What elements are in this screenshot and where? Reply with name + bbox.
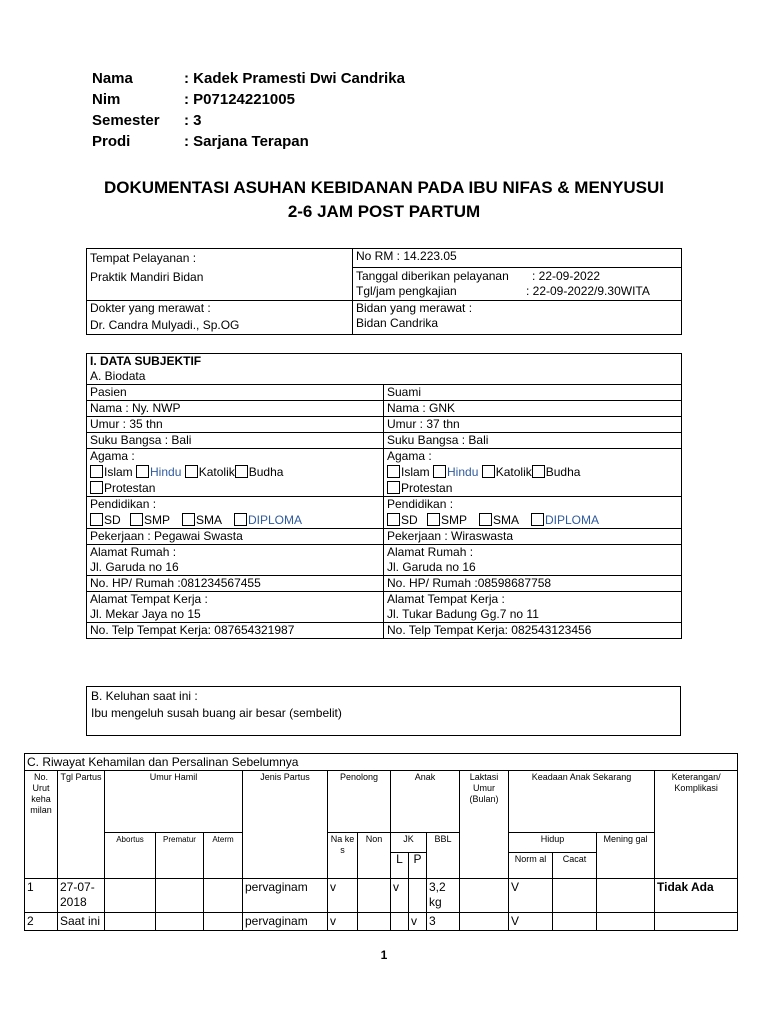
col-laktasi: Laktasi Umur (Bulan) (460, 771, 509, 879)
pend-smp-label: SMP (144, 513, 171, 527)
col-meninggal: Mening gal (597, 833, 655, 879)
row-l (391, 913, 409, 931)
pasien-kerja: Jl. Mekar Jaya no 15 (90, 607, 201, 621)
pend-sma-checkbox[interactable] (182, 513, 195, 526)
kerja-label: Alamat Tempat Kerja : (387, 592, 505, 606)
dokter-label: Dokter yang merawat : (90, 301, 211, 315)
pasien-umur: Umur : 35 thn (87, 417, 384, 433)
col-non: Non (358, 833, 391, 879)
doc-title-line1: DOKUMENTASI ASUHAN KEBIDANAN PADA IBU NIFAS & MENYUSUI (103, 178, 665, 197)
suami-alamat: Jl. Garuda no 16 (387, 560, 476, 574)
col-aterm: Aterm (204, 833, 243, 879)
pend-diploma-label: DIPLOMA (248, 513, 303, 527)
nim-label: Nim (92, 91, 121, 108)
agama-protestan-label: Protestan (104, 481, 156, 495)
keluhan-box (86, 686, 681, 736)
col-nakes: Na ke s (328, 833, 358, 879)
agama-label: Agama : (387, 449, 432, 463)
agama-protestan-label: Protestan (401, 481, 453, 495)
service-table (86, 248, 682, 335)
keluhan-label: B. Keluhan saat ini : (91, 689, 198, 703)
col-umur-hamil: Umur Hamil (105, 771, 243, 833)
col-jenis-partus: Jenis Partus (243, 771, 328, 879)
pasien-nama: Nama : Ny. NWP (87, 401, 384, 417)
doc-title-line2: 2-6 JAM POST PARTUM (287, 202, 481, 221)
row-non (358, 913, 391, 931)
suami-suku: Suku Bangsa : Bali (384, 433, 682, 449)
nama-label: Nama (92, 70, 133, 87)
row-ket: Tidak Ada (655, 879, 738, 913)
col-penolong: Penolong (328, 771, 391, 833)
col-tgl: Tgl Partus (58, 771, 105, 879)
suami-heading: Suami (384, 385, 682, 401)
pasien-alamat: Jl. Garuda no 16 (90, 560, 179, 574)
col-prematur: Prematur (156, 833, 204, 879)
pend-diploma-label: DIPLOMA (545, 513, 600, 527)
pend-diploma-checkbox[interactable] (234, 513, 247, 526)
row-aterm (204, 913, 243, 931)
col-hidup: Hidup (509, 833, 597, 853)
row-p: v (409, 913, 427, 931)
keluhan-value: Ibu mengeluh susah buang air besar (sembelit) (91, 706, 342, 720)
agama-katolik-label: Katolik (198, 465, 235, 479)
col-normal: Norm al (509, 853, 553, 879)
row-tgl: Saat ini (58, 913, 105, 931)
pasien-pekerjaan: Pekerjaan : Pegawai Swasta (87, 529, 384, 545)
pend-diploma-checkbox[interactable] (531, 513, 544, 526)
pend-sma-label: SMA (493, 513, 520, 527)
biodata-heading: A. Biodata (90, 369, 146, 383)
agama-hindu-checkbox[interactable] (136, 465, 149, 478)
col-keadaan: Keadaan Anak Sekarang (509, 771, 655, 833)
suami-hp: No. HP/ Rumah :08598687758 (384, 576, 682, 592)
agama-budha-checkbox[interactable] (235, 465, 248, 478)
pendidikan-label: Pendidikan : (387, 497, 454, 511)
kerja-label: Alamat Tempat Kerja : (90, 592, 208, 606)
pasien-alamat-cell (87, 545, 384, 576)
agama-budha-checkbox[interactable] (532, 465, 545, 478)
prodi-label: Prodi (92, 133, 131, 150)
table-row (25, 879, 738, 913)
pasien-suku: Suku Bangsa : Bali (87, 433, 384, 449)
row-laktasi (460, 879, 509, 913)
tempat-label: Tempat Pelayanan : (90, 251, 197, 265)
norm-value: No RM : 14.223.05 (356, 249, 457, 263)
agama-katolik-checkbox[interactable] (185, 465, 198, 478)
col-l: L (391, 853, 409, 879)
agama-islam-checkbox[interactable] (387, 465, 400, 478)
col-bbl: BBL (427, 833, 460, 879)
row-l: v (391, 879, 409, 913)
suami-kerja-cell (384, 592, 682, 623)
tanggal-value: : 22-09-2022 (532, 269, 601, 283)
row-no: 1 (25, 879, 58, 913)
row-no: 2 (25, 913, 58, 931)
pend-smp-label: SMP (441, 513, 468, 527)
col-cacat: Cacat (553, 853, 597, 879)
row-cacat (553, 879, 597, 913)
bidan-label: Bidan yang merawat : (356, 301, 473, 315)
agama-islam-label: Islam (401, 465, 430, 479)
agama-islam-label: Islam (104, 465, 133, 479)
row-bbl: 3,2 kg (427, 879, 460, 913)
row-p (409, 879, 427, 913)
row-cacat (553, 913, 597, 931)
suami-kerja: Jl. Tukar Badung Gg.7 no 11 (387, 607, 539, 621)
row-meninggal (597, 879, 655, 913)
page-number: 1 (380, 948, 388, 962)
col-p: P (409, 853, 427, 879)
pasien-hp: No. HP/ Rumah :081234567455 (87, 576, 384, 592)
dokter-value: Dr. Candra Mulyadi., Sp.OG (90, 318, 240, 332)
row-bbl: 3 (427, 913, 460, 931)
agama-budha-label: Budha (248, 465, 284, 479)
suami-alamat-cell (384, 545, 682, 576)
agama-hindu-label: Hindu (447, 465, 479, 479)
agama-katolik-checkbox[interactable] (482, 465, 495, 478)
subjektif-table (86, 353, 682, 639)
pasien-telp: No. Telp Tempat Kerja: 087654321987 (87, 623, 384, 639)
suami-telp: No. Telp Tempat Kerja: 082543123456 (384, 623, 682, 639)
row-aterm (204, 879, 243, 913)
tanggal-cell (353, 268, 682, 301)
pend-sd-label: SD (104, 513, 121, 527)
pend-sd-checkbox[interactable] (387, 513, 400, 526)
row-abortus (105, 913, 156, 931)
row-tgl: 27-07-2018 (58, 879, 105, 913)
pasien-agama-cell (87, 449, 384, 497)
subjektif-heading: I. DATA SUBJEKTIF (90, 354, 202, 368)
tgljam-label: Tgl/jam pengkajian (356, 284, 457, 298)
row-laktasi (460, 913, 509, 931)
tempat-value: Praktik Mandiri Bidan (90, 270, 204, 284)
norm-cell (353, 249, 682, 268)
col-abortus: Abortus (105, 833, 156, 879)
agama-islam-checkbox[interactable] (90, 465, 103, 478)
dokter-cell (87, 301, 353, 335)
row-normal: V (509, 879, 553, 913)
riwayat-table (24, 753, 738, 931)
tanggal-label: Tanggal diberikan pelayanan (356, 269, 509, 283)
bidan-value: Bidan Candrika (356, 316, 439, 330)
agama-budha-label: Budha (545, 465, 581, 479)
pasien-pendidikan-cell (87, 497, 384, 529)
bidan-cell (353, 301, 682, 335)
pend-smp-checkbox[interactable] (130, 513, 143, 526)
alamat-label: Alamat Rumah : (90, 545, 177, 559)
pend-sma-label: SMA (196, 513, 223, 527)
suami-pekerjaan: Pekerjaan : Wiraswasta (384, 529, 682, 545)
row-ket (655, 913, 738, 931)
agama-label: Agama : (90, 449, 135, 463)
row-meninggal (597, 913, 655, 931)
pend-smp-checkbox[interactable] (427, 513, 440, 526)
agama-protestan-checkbox[interactable] (90, 481, 103, 494)
agama-hindu-label: Hindu (150, 465, 182, 479)
row-jenis: pervaginam (243, 913, 328, 931)
tgljam-value: : 22-09-2022/9.30WITA (526, 284, 650, 298)
prodi-value: : Sarjana Terapan (184, 133, 309, 150)
pendidikan-label: Pendidikan : (90, 497, 157, 511)
row-abortus (105, 879, 156, 913)
row-nakes: v (328, 913, 358, 931)
riwayat-title: C. Riwayat Kehamilan dan Persalinan Sebelumnya (25, 754, 738, 771)
suami-nama: Nama : GNK (384, 401, 682, 417)
suami-pendidikan-cell (384, 497, 682, 529)
row-prematur (156, 913, 204, 931)
semester-value: : 3 (184, 112, 202, 129)
pend-sma-checkbox[interactable] (479, 513, 492, 526)
agama-katolik-label: Katolik (495, 465, 532, 479)
suami-agama-cell (384, 449, 682, 497)
table-row (25, 913, 738, 931)
agama-hindu-checkbox[interactable] (433, 465, 446, 478)
col-anak: Anak (391, 771, 460, 833)
suami-umur: Umur : 37 thn (384, 417, 682, 433)
row-normal: V (509, 913, 553, 931)
col-jk: JK (391, 833, 427, 853)
col-no: No. Urut keha milan (25, 771, 58, 879)
pend-sd-label: SD (401, 513, 418, 527)
row-jenis: pervaginam (243, 879, 328, 913)
pasien-heading: Pasien (87, 385, 384, 401)
row-nakes: v (328, 879, 358, 913)
row-prematur (156, 879, 204, 913)
col-keterangan: Keterangan/ Komplikasi (655, 771, 738, 879)
agama-protestan-checkbox[interactable] (387, 481, 400, 494)
pasien-kerja-cell (87, 592, 384, 623)
alamat-label: Alamat Rumah : (387, 545, 474, 559)
nim-value: : P07124221005 (184, 91, 295, 108)
tempat-cell (87, 249, 353, 301)
semester-label: Semester (92, 112, 160, 129)
subjektif-heading-cell (87, 354, 682, 385)
row-non (358, 879, 391, 913)
nama-value: : Kadek Pramesti Dwi Candrika (184, 70, 405, 87)
pend-sd-checkbox[interactable] (90, 513, 103, 526)
